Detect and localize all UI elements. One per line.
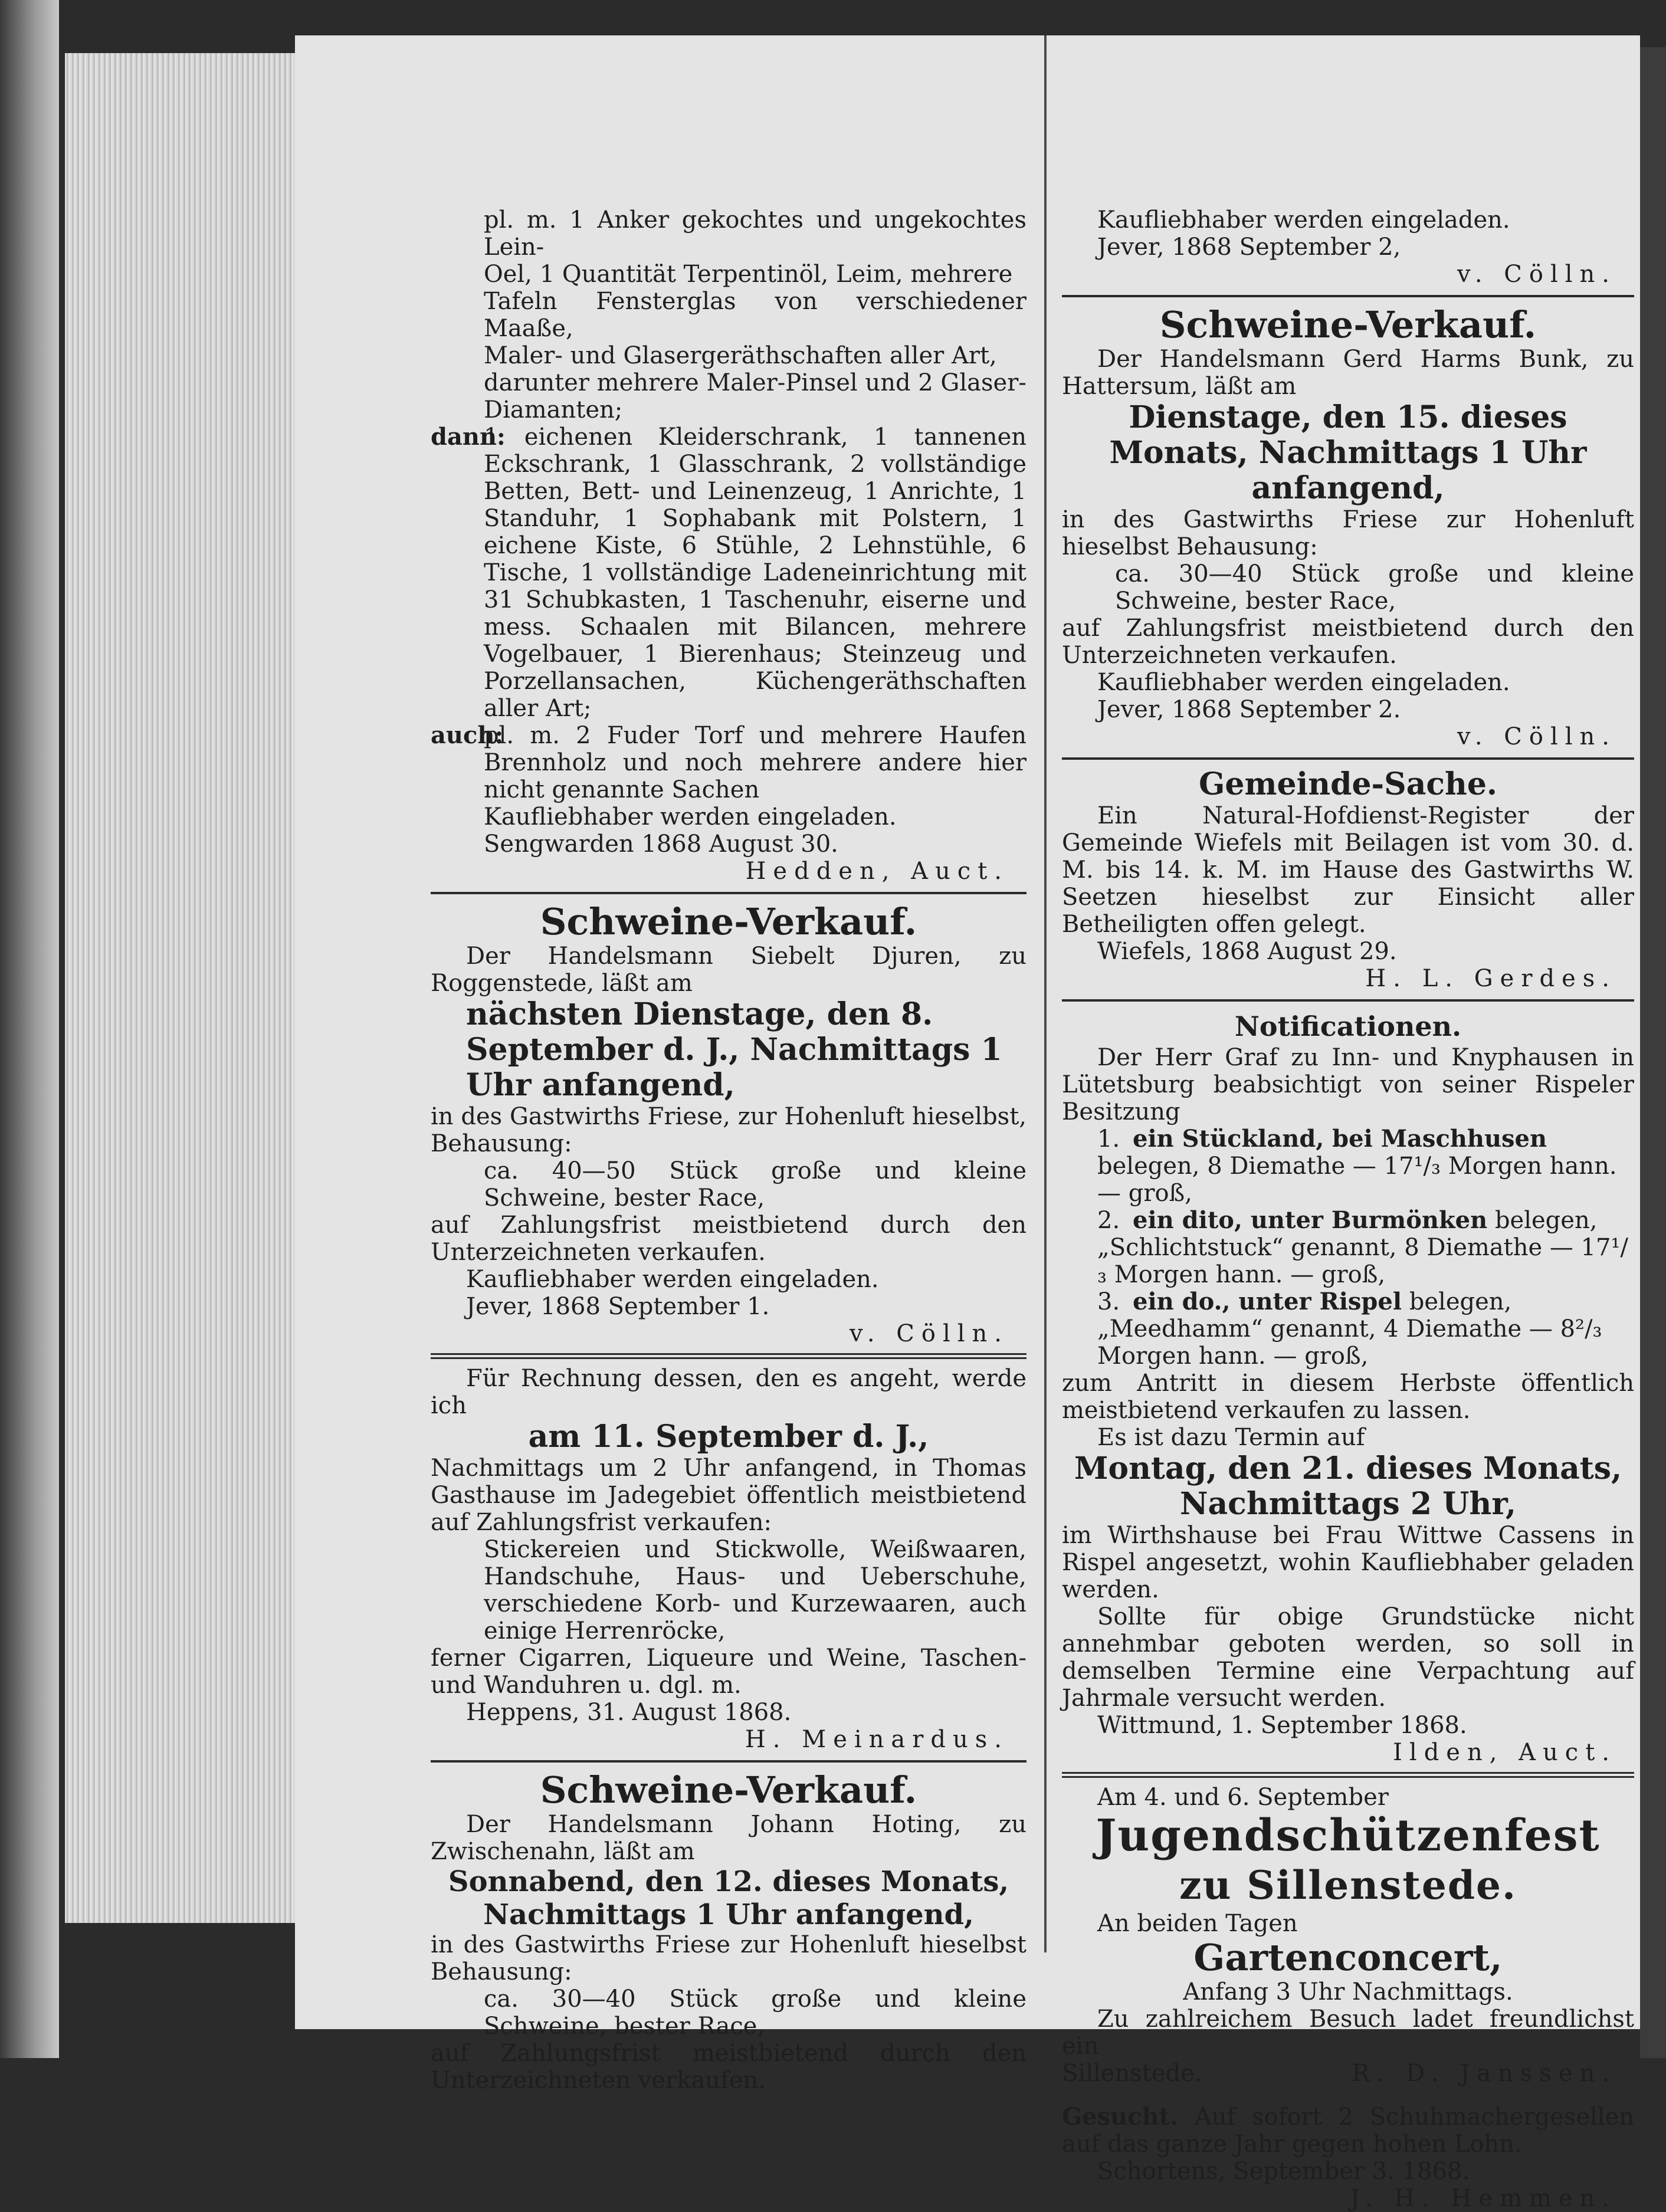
item-text: belegen, „Meedhamm“ genannt, 4 Diemathe — 8²/₃ Morgen hann. — groß, — [1097, 1288, 1602, 1370]
wanted-text: Auf sofort 2 Schuhmachergesellen auf das ganze Jahr gegen hohen Lohn. — [1062, 2103, 1635, 2158]
ad-date: nächsten Dienstage, den 8. September d. J., Nachmittags 1 Uhr anfangend, — [466, 996, 1002, 1103]
signature: v. Cölln. — [1457, 261, 1616, 288]
newspaper-page — [295, 35, 1640, 2212]
ad-intro: Für Rechnung dessen, den es angeht, werde ich — [431, 1365, 1027, 1419]
event-concert: Gartenconcert, — [1193, 1936, 1503, 1979]
divider — [431, 892, 1027, 894]
item-number: 1. — [1097, 1125, 1120, 1153]
auch-text: pl. m. 2 Fuder Torf und mehrere Haufen Brennholz und noch mehrere andere hier nicht genannte Sachen — [484, 722, 1027, 803]
ad-heading: Schweine-Verkauf. — [1159, 303, 1537, 346]
left-column — [431, 206, 1027, 2094]
list-item — [1062, 1207, 1634, 1288]
item-title: ein Stückland, bei Maschhusen — [1133, 1125, 1547, 1153]
ad-heading: Gemeinde-Sache. — [1198, 766, 1498, 802]
ad-intro: Der Herr Graf zu Inn- und Knyphausen in Lütetsburg beabsichtigt von seiner Rispeler Besitzung — [1062, 1044, 1634, 1125]
ad-text: Nachmittags um 2 Uhr anfangend, in Thomas Gasthause im Jadegebiet öffentlich meistbietend auf Zahlungsfrist verkaufen: — [431, 1455, 1027, 1536]
signature: v. Cölln. — [1457, 723, 1616, 750]
place-date: Wittmund, 1. September 1868. — [1097, 1712, 1467, 1739]
place-date: Wiefels, 1868 August 29. — [1097, 938, 1397, 965]
dann-text: 1 eichenen Kleiderschrank, 1 tannenen Eckschrank, 1 Glasschrank, 2 vollständige Betten, Bett- und Leinenzeug, 1 Anrichte, 1 Standuhr, 1 Sophabank mit Polstern, 1 eichene Kiste, 6 Stühle, 2 Lehnstühle, 6 Tische, 1 vollständige Ladeneinrichtung mit 31 Schubkasten, 1 Taschenuhr, eiserne und mess. Schaalen mit Bilancen, mehrere Vogelbauer, 1 Bierenhaus; Steinzeug und Porzellansachen, Küchengeräthschaften aller Art; — [484, 424, 1027, 722]
ad-goods: Stickereien und Stickwolle, Weißwaaren, Handschuhe, Haus- und Ueberschuhe, verschiedene Korb- und Kurzewaaren, auch einige Herrenröcke, — [484, 1536, 1027, 1645]
item-text: belegen, „Schlichtstuck“ genannt, 8 Diemathe — 17¹/₃ Morgen hann. — groß, — [1097, 1207, 1629, 1288]
auch-block — [431, 722, 1027, 803]
item-number: 2. — [1097, 1207, 1120, 1234]
place-date: Schortens, September 3. 1868. — [1097, 2158, 1470, 2185]
item-text: belegen, 8 Diemathe — 17¹/₃ Morgen hann. — groß, — [1097, 1153, 1617, 1207]
signature: Hedden, Auct. — [745, 858, 1009, 885]
intro-line: Oel, 1 Quantität Terpentinöl, Leim, mehrere — [484, 261, 1013, 288]
intro-line: Diamanten; — [484, 396, 623, 424]
place-date: Heppens, 31. August 1868. — [466, 1699, 792, 1726]
intro-line: darunter mehrere Maler-Pinsel und 2 Glaser- — [484, 369, 1027, 396]
ad-heading: Schweine-Verkauf. — [540, 900, 917, 943]
divider — [1062, 1772, 1634, 1778]
item-title: ein dito, unter Burmönken — [1133, 1206, 1488, 1234]
divider — [431, 1353, 1027, 1359]
ad-date: Sonnabend, den 12. dieses Monats, Nachmittags 1 Uhr anfangend, — [448, 1865, 1009, 1931]
event-subline: An beiden Tagen — [1097, 1910, 1298, 1937]
ad-intro: Der Handelsmann Gerd Harms Bunk, zu Hattersum, läßt am — [1062, 346, 1634, 400]
ad-date: Dienstage, den 15. dieses Monats, Nachmittags 1 Uhr anfangend, — [1109, 399, 1587, 506]
page-stack — [65, 53, 295, 1923]
ad-date: Montag, den 21. dieses Monats, Nachmittags 2 Uhr, — [1074, 1450, 1622, 1522]
intro-line: pl. m. 1 Anker gekochtes und ungekochtes Lein- — [484, 206, 1027, 261]
dann-block — [431, 424, 1027, 722]
closing-text: Kaufliebhaber werden eingeladen. — [484, 803, 897, 831]
ad-heading: Schweine-Verkauf. — [540, 1768, 917, 1811]
ad-intro: Der Handelsmann Siebelt Djuren, zu Roggenstede, läßt am — [431, 943, 1027, 997]
event-footer — [1062, 2060, 1634, 2087]
event-title: Jugendschützenfest — [1096, 1810, 1601, 1861]
event-subtitle: zu Sillenstede. — [1179, 1862, 1517, 1908]
ad-location: im Wirthshause bei Frau Wittwe Cassens in Rispel angesetzt, wohin Kaufliebhaber geladen werden. — [1062, 1522, 1634, 1603]
right-column — [1062, 206, 1634, 2212]
list-item — [1062, 1288, 1634, 1370]
ad-location: in des Gastwirths Friese zur Hohenluft hieselbst Behausung: — [1062, 506, 1634, 560]
divider — [1062, 295, 1634, 297]
ad-text: zum Antritt in diesem Herbste öffentlich meistbietend verkaufen zu lassen. — [1062, 1370, 1634, 1424]
closing-text: Kaufliebhaber werden eingeladen. — [466, 1266, 879, 1293]
divider — [1062, 757, 1634, 760]
closing-text: Kaufliebhaber werden eingeladen. — [1097, 206, 1510, 234]
signature: H. Meinardus. — [745, 1726, 1009, 1753]
intro-line: Maler- und Glasergeräthschaften aller Art, — [484, 342, 997, 369]
item-number: 3. — [1097, 1288, 1120, 1315]
ad-terms: auf Zahlungsfrist meistbietend durch den Unterzeichneten verkaufen. — [1062, 615, 1634, 669]
place-date: Jever, 1868 September 2, — [1097, 234, 1401, 261]
ad-goods: ca. 30—40 Stück große und kleine Schweine, bester Race, — [1115, 560, 1634, 615]
signature: J. H. Hemmen. — [1350, 2185, 1616, 2212]
closing-text: Kaufliebhaber werden eingeladen. — [1097, 669, 1510, 696]
list-item — [1062, 1125, 1634, 1207]
signature: Ilden, Auct. — [1393, 1739, 1616, 1766]
item-title: ein do., unter Rispel — [1133, 1288, 1402, 1315]
auch-label: auch: — [431, 721, 504, 749]
event-invite: Zu zahlreichem Besuch ladet freundlichst ein — [1062, 2006, 1634, 2060]
ad-location: in des Gastwirths Friese zur Hohenluft hieselbst Behausung: — [431, 1931, 1027, 1985]
ad-wanted — [1062, 2103, 1634, 2158]
signature: H. L. Gerdes. — [1365, 965, 1616, 992]
event-place: Sillenstede. — [1062, 2060, 1202, 2087]
signature: R. D. Janssen. — [1352, 2060, 1616, 2087]
place-date: Jever, 1868 September 2. — [1097, 696, 1401, 723]
signature: v. Cölln. — [849, 1320, 1009, 1347]
event-start: Anfang 3 Uhr Nachmittags. — [1183, 1978, 1513, 2006]
ad-goods: ca. 40—50 Stück große und kleine Schweine, bester Race, — [484, 1157, 1027, 1212]
ad-text: Ein Natural-Hofdienst-Register der Gemeinde Wiefels mit Beilagen ist vom 30. d. M. bis 14. k. M. im Hause des Gastwirths W. Seetzen hieselbst zur Einsicht aller Betheiligten offen gelegt. — [1062, 802, 1634, 938]
ad-condition: Sollte für obige Grundstücke nicht annehmbar geboten werden, so soll in demselben Termine eine Verpachtung auf Jahrmale versucht werden. — [1062, 1603, 1634, 1712]
divider — [431, 1760, 1027, 1763]
wanted-label: Gesucht. — [1062, 2103, 1179, 2131]
ad-location: in des Gastwirths Friese, zur Hohenluft hieselbst, Behausung: — [431, 1103, 1027, 1157]
column-divider — [1044, 35, 1047, 1952]
ad-termin: Es ist dazu Termin auf — [1097, 1424, 1365, 1451]
ad-goods: ca. 30—40 Stück große und kleine Schweine, bester Race, — [484, 1985, 1027, 2040]
ad-terms: auf Zahlungsfrist meistbietend durch den Unterzeichneten verkaufen. — [431, 2040, 1027, 2094]
place-date: Sengwarden 1868 August 30. — [484, 831, 838, 858]
dann-label: dann: — [431, 423, 506, 451]
intro-line: Tafeln Fensterglas von verschiedener Maaße, — [484, 288, 1027, 342]
ad-date: am 11. September d. J., — [528, 1419, 929, 1455]
ad-heading: Notificationen. — [1234, 1010, 1462, 1042]
ad-terms: auf Zahlungsfrist meistbietend durch den Unterzeichneten verkaufen. — [431, 1212, 1027, 1266]
event-dates: Am 4. und 6. September — [1097, 1784, 1389, 1811]
book-edge-right — [1640, 47, 1666, 2058]
ad-goods-more: ferner Cigarren, Liqueure und Weine, Taschen- und Wanduhren u. dgl. m. — [431, 1645, 1027, 1699]
ad-intro: Der Handelsmann Johann Hoting, zu Zwischenahn, läßt am — [431, 1811, 1027, 1865]
place-date: Jever, 1868 September 1. — [466, 1293, 770, 1320]
divider — [1062, 999, 1634, 1002]
book-edge-left — [0, 0, 59, 2058]
divider — [1062, 2094, 1634, 2096]
